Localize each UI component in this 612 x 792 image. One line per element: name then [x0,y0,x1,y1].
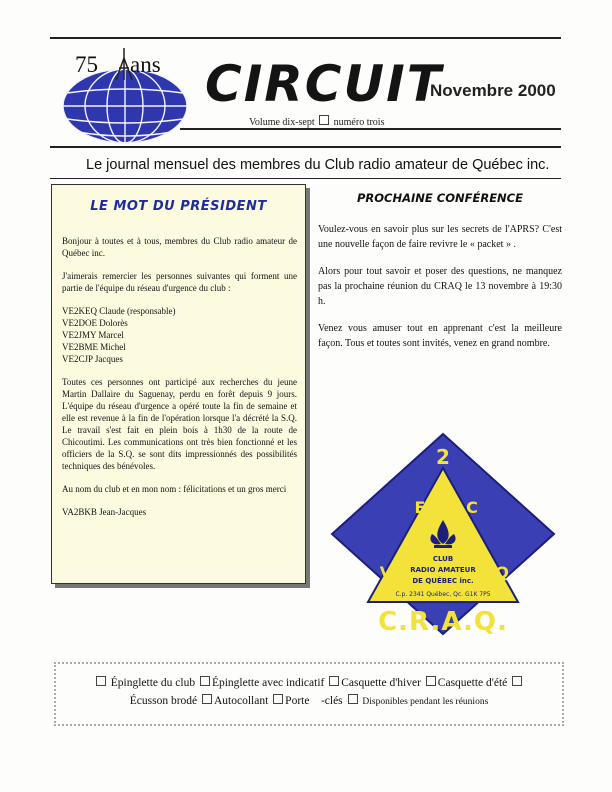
logo-address: C.p. 2341 Québec, Qc. G1K 7P5 [395,591,491,598]
president-body [62,235,297,529]
logo-number: 2 [436,445,450,469]
separator-box-icon [319,115,329,125]
list-item: Casquette d'été [437,677,508,689]
masthead-rule [180,128,561,130]
member-list [62,305,297,365]
president-message-box [51,184,306,584]
signature: VA2BKB Jean-Jacques [62,507,147,517]
thanks-paragraph: J'aimerais remercier les personnes suivantes qui forment une partie de l'équipe du réseau d'urgence du club : [62,271,297,293]
list-item: Écusson brodé [129,695,198,707]
checkbox-icon [348,694,358,704]
list-item: Épinglette avec indicatif [211,677,325,689]
subtitle-top-rule [50,146,561,148]
logo-club-line2: RADIO AMATEUR [410,566,476,574]
newsletter-title: CIRCUIT [205,55,443,113]
logo-letter-q: Q [495,563,509,582]
logo-letter-c: C [466,498,478,517]
logo-club-line1: CLUB [432,555,454,563]
list-item: Porte -clés [285,695,343,707]
craq-logo [328,430,558,648]
logo-acronym: C.R.A.Q. [378,607,508,637]
merchandise-box [54,662,564,726]
checkbox-icon [200,676,210,686]
list-item: VE2CJP Jacques [62,354,123,364]
checkbox-icon [273,694,283,704]
list-item: Autocollant [214,695,269,707]
closing-paragraph: Au nom du club et en mon nom : félicitations et un gros merci [62,484,287,494]
list-item: VE2JMY Marcel [62,330,124,340]
list-item: VE2DOE Dolorès [62,318,128,328]
availability-note: Disponibles pendant les réunions [362,697,489,707]
conference-paragraph-1: Voulez-vous en savoir plus sur les secrets de l'APRS? C'est une nouvelle façon de faire revivre le « packet » . [318,224,562,250]
list-item: Épinglette du club [110,677,196,689]
checkbox-icon [202,694,212,704]
president-heading: LE MOT DU PRÉSIDENT [90,199,267,214]
conference-body [318,222,562,363]
globe-icon [63,69,187,143]
conference-paragraph-3: Venez vous amuser tout en apprenant c'est la meilleure façon. Tous et toutes sont invités, venez en grand nombre. [318,323,562,349]
checkbox-icon [96,676,106,686]
list-item: VE2KEQ Claude (responsable) [62,306,176,316]
volume-line [249,115,384,128]
conference-heading: PROCHAINE CONFÉRENCE [357,191,523,205]
logo-letter-e: E [414,498,426,517]
anniversary-word: ans [130,52,161,77]
volume-text: Volume dix-sept [249,117,315,128]
logo-club-line3: DE QUÉBEC inc. [412,577,474,585]
anniversary-number: 75 [75,52,98,77]
issue-date: Novembre 2000 [430,81,556,100]
merchandise-line-2 [56,694,562,707]
checkbox-icon [512,676,522,686]
subtitle-bottom-rule [50,178,561,179]
list-item: VE2BME Michel [62,342,126,352]
greeting-paragraph: Bonjour à toutes et à tous, membres du Club radio amateur de Québec inc. [62,236,297,258]
top-rule [50,37,561,39]
checkbox-icon [329,676,339,686]
checkbox-icon [426,676,436,686]
conference-paragraph-2: Alors pour tout savoir et poser des questions, ne manquez pas la prochaine réunion du CRAQ le 13 novembre à 19:30 h. [318,266,562,307]
issue-number-text: numéro trois [333,117,385,128]
story-paragraph: Toutes ces personnes ont participé aux recherches du jeune Martin Dallaire du Saguenay, perdu en forêt depuis 9 jours. L'équipe du réseau d'urgence a opéré toute la fin de semaine et elle est revenue à la fin de l'opération lorsque l'a décrété la S.Q. Le travail s'est fait en plein bois à 1h30 de la route de Chicoutimi. Les communications ont très bien fonctionné et les officiers de la S.Q. se sont dits impressionnés des possibilités techniques des bénévoles. [62,377,297,471]
logo-letter-v: V [379,563,393,582]
newsletter-subtitle: Le journal mensuel des membres du Club radio amateur de Québec inc. [86,157,550,173]
merchandise-line-1 [56,676,562,689]
globe-logo [50,44,200,149]
list-item: Casquette d'hiver [341,677,421,689]
